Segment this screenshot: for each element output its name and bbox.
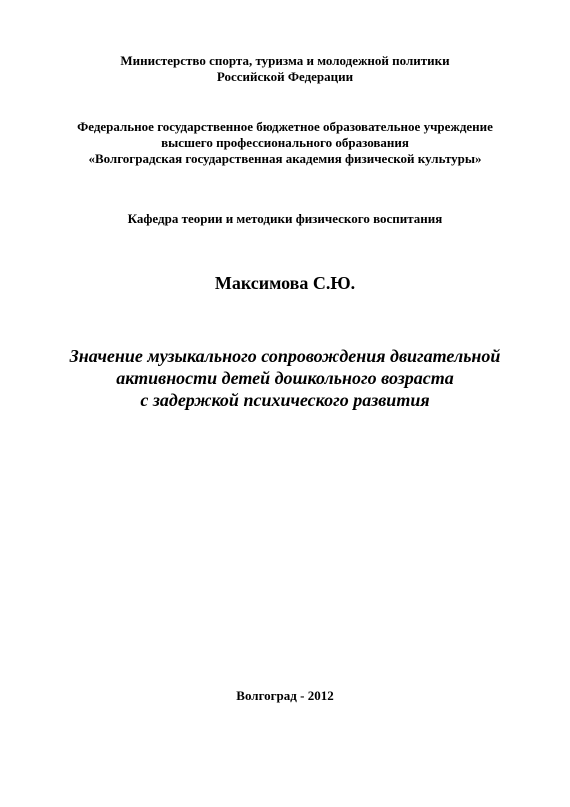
- title-line-2: активности детей дошкольного возраста: [116, 368, 454, 388]
- institution-line-3: «Волгоградская государственная академия физической культуры»: [88, 151, 482, 166]
- document-title: [0, 345, 570, 411]
- department-name: [0, 211, 570, 227]
- city-year-line: Волгоград - 2012: [236, 688, 334, 703]
- ministry-line-2: Российской Федерации: [216, 69, 354, 84]
- department-line: Кафедра теории и методики физического воспитания: [127, 211, 443, 226]
- institution-line-2: высшего профессионального образования: [161, 135, 409, 150]
- institution-header: [0, 119, 570, 167]
- ministry-header: [0, 53, 570, 85]
- author-line: Максимова С.Ю.: [214, 273, 356, 293]
- title-line-3: с задержкой психического развития: [140, 390, 430, 410]
- city-year-footer: [0, 688, 570, 704]
- title-line-1: Значение музыкального сопровождения двигательной: [69, 346, 501, 366]
- author-name: [0, 272, 570, 294]
- institution-line-1: Федеральное государственное бюджетное образовательное учреждение: [77, 119, 493, 134]
- ministry-line-1: Министерство спорта, туризма и молодежной политики: [120, 53, 450, 68]
